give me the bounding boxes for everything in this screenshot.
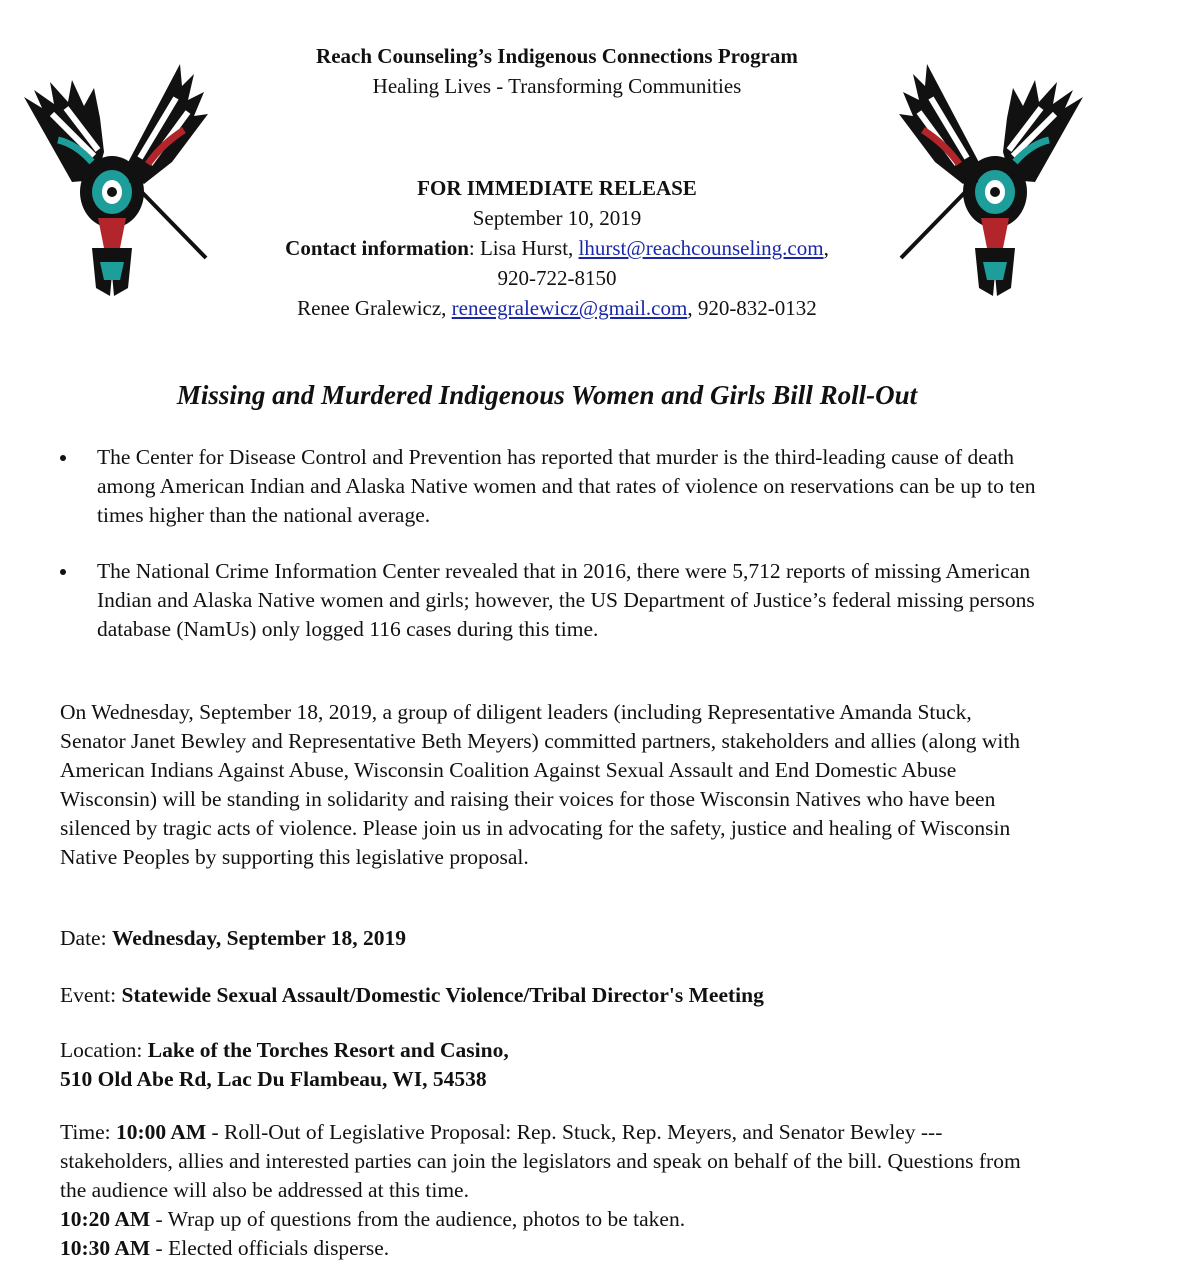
time-entry-1 xyxy=(60,1118,1040,1205)
time-entry-2 xyxy=(60,1205,1040,1234)
date-value: Wednesday, September 18, 2019 xyxy=(111,926,406,950)
release-label: FOR IMMEDIATE RELEASE xyxy=(417,176,697,200)
fact-bullet: The National Crime Information Center revealed that in 2016, there were 5,712 reports of missing American Indian and Alaska Native women and girls; however, the US Department of Justice’s federal missing persons database (NamUs) only logged 116 cases during this time. xyxy=(60,557,1040,644)
tagline: Healing Lives - Transforming Communities xyxy=(372,74,742,98)
header-release-block xyxy=(0,173,1114,323)
event-value: Statewide Sexual Assault/Domestic Violence/Tribal Director's Meeting xyxy=(121,983,764,1007)
contact1-sep: , xyxy=(823,236,829,260)
header-org-block xyxy=(0,41,1114,101)
time-1-text: - Roll-Out of Legislative Proposal: Rep. Stuck, Rep. Meyers, and Senator Bewley --- stakeholders, allies and interested parties can join the legislators and speak on behalf of the bill. Questions from the audience will also be addressed at this time. xyxy=(60,1120,1021,1202)
time-label: Time: xyxy=(60,1120,116,1144)
location-address: 510 Old Abe Rd, Lac Du Flambeau, WI, 54538 xyxy=(60,1067,487,1091)
contact2-email-link[interactable]: reneegralewicz@gmail.com xyxy=(451,296,688,320)
contact2-name: Renee Gralewicz, xyxy=(297,296,452,320)
contact2-phone: , 920-832-0132 xyxy=(687,296,817,320)
time-block xyxy=(60,1118,1040,1263)
time-1: 10:00 AM xyxy=(115,1120,207,1144)
fact-list xyxy=(60,443,1040,671)
release-date: September 10, 2019 xyxy=(472,206,642,230)
event-line xyxy=(60,981,1040,1010)
time-3: 10:30 AM xyxy=(60,1236,151,1260)
location-line xyxy=(60,1036,1040,1094)
time-2-text: - Wrap up of questions from the audience, photos to be taken. xyxy=(150,1207,686,1231)
event-label: Event: xyxy=(60,983,122,1007)
contact-line-2 xyxy=(0,293,1114,323)
time-2: 10:20 AM xyxy=(60,1207,151,1231)
location-venue: Lake of the Torches Resort and Casino, xyxy=(147,1038,509,1062)
contact1-phone: 920-722-8150 xyxy=(497,266,617,290)
contact1-name: : Lisa Hurst, xyxy=(468,236,579,260)
contact-label: Contact information xyxy=(285,236,469,260)
intro-paragraph: On Wednesday, September 18, 2019, a group of diligent leaders (including Representative Amanda Stuck, Senator Janet Bewley and Representative Beth Meyers) committed partners, stakeholders and allies (along with American Indians Against Abuse, Wisconsin Coalition Against Sexual Assault and End Domestic Abuse Wisconsin) will be standing in solidarity and raising their voices for those Wisconsin Natives who have been silenced by tragic acts of violence. Please join us in advocating for the safety, justice and healing of Wisconsin Native Peoples by supporting this legislative proposal. xyxy=(60,700,1021,869)
contact-line-1 xyxy=(0,233,1114,263)
document-title: Missing and Murdered Indigenous Women and Girls Bill Roll-Out xyxy=(176,380,918,410)
location-label: Location: xyxy=(60,1038,148,1062)
contact1-email-link[interactable]: lhurst@reachcounseling.com xyxy=(578,236,824,260)
fact-bullet: The Center for Disease Control and Prevention has reported that murder is the third-leading cause of death among American Indian and Alaska Native women and that rates of violence on reservations can be up to ten times higher than the national average. xyxy=(60,443,1040,530)
date-line xyxy=(60,924,1040,953)
org-name: Reach Counseling’s Indigenous Connections Program xyxy=(316,44,798,68)
time-3-text: - Elected officials disperse. xyxy=(150,1236,390,1260)
date-label: Date: xyxy=(60,926,112,950)
time-entry-3 xyxy=(60,1234,1040,1263)
